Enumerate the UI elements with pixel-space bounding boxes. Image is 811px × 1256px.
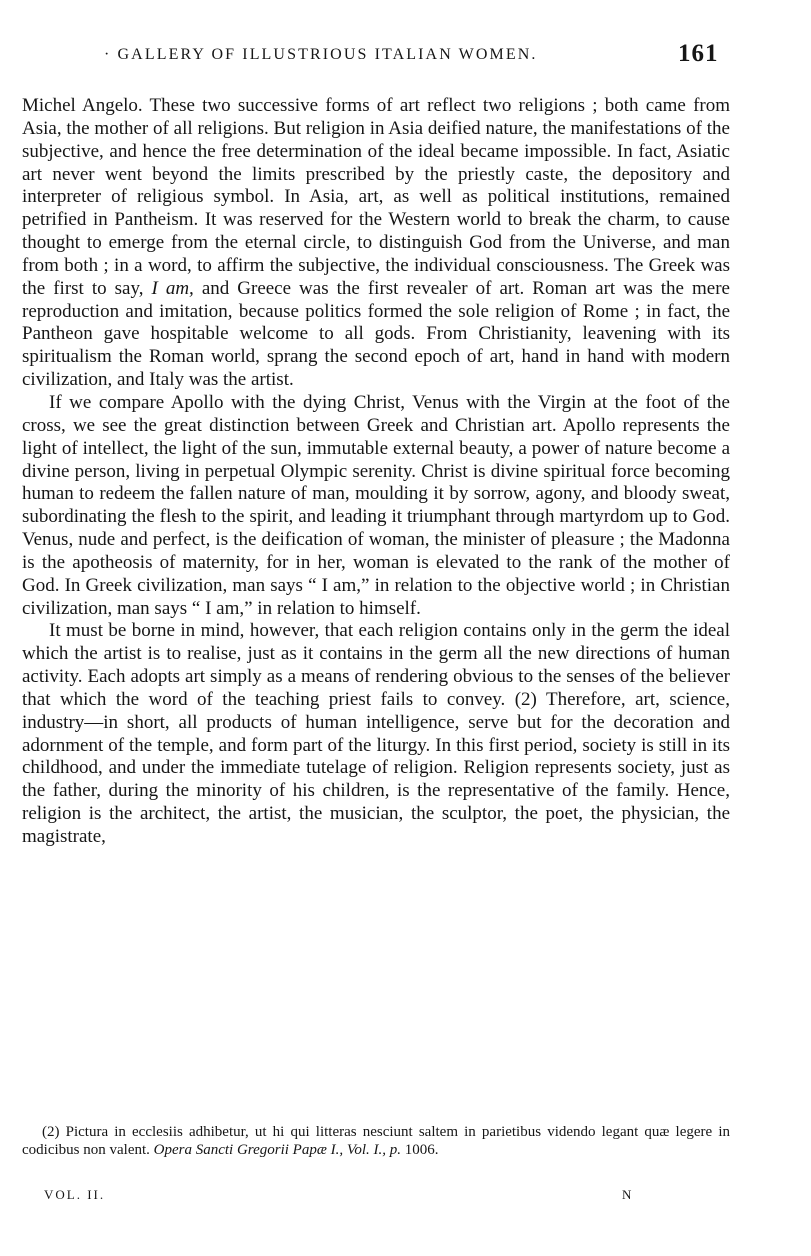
page-number: 161 <box>678 40 719 67</box>
paragraph: It must be borne in mind, however, that each religion contains only in the germ the ideal which the artist is to realise, just as it contains in the germ all the new directions of human activity. Each adopts art simply as a means of rendering obvious to the senses of the believer that which the word of the teaching priest fails to convey. (2) Therefore, art, science, industry—in short, all products of human intelligence, serve but for the decoration and adornment of the temple, and form part of the liturgy. In this first period, society is still in its childhood, and under the immediate tutelage of religion. Religion represents society, just as the father, during the minority of his children, is the representative of the family. Hence, religion is the architect, the artist, the musician, the sculptor, the poet, the physician, the magistrate, <box>22 620 730 847</box>
printer-signature <box>44 1187 684 1203</box>
footnote-page: 1006. <box>400 1142 439 1158</box>
running-title: · GALLERY OF ILLUSTRIOUS ITALIAN WOMEN. <box>104 46 538 63</box>
signature-mark: N <box>622 1187 632 1202</box>
footnote-source: Opera Sancti Gregorii Papæ I., Vol. I., p. <box>153 1142 401 1158</box>
paragraph-text: Michel Angelo. These two successive forms of art reflect two religions ; both came from Asia, the mother of all religions. But religion in Asia deified nature, the manifestations of the subjective, and hence the free determination of the ideal became impossible. In fact, Asiatic art never went beyond the limits prescribed by the priestly caste, the depository and interpreter of religious symbol. In Asia, art, as well as political institutions, remained petrified in Pantheism. It was reserved for the Western world to break the charm, to cause thought to emerge from the eternal circle, to distinguish God from the Universe, and man from both ; in a word, to affirm the subjective, the individual consciousness. The Greek was the first to say, <box>22 95 730 299</box>
paragraph <box>22 95 730 392</box>
footnote-text: (2) Pictura in ecclesiis adhibetur, ut hi qui litteras nesciunt saltem in parietibus videndo legant quæ legere in codicibus non valent. <box>22 1124 730 1158</box>
paragraph: If we compare Apollo with the dying Christ, Venus with the Virgin at the foot of the cross, we see the great distinction between Greek and Christian art. Apollo represents the light of intellect, the light of the sun, immutable external beauty, a power of nature become a divine person, living in perpetual Olympic serenity. Christ is divine spiritual force becoming human to redeem the fallen nature of man, moulding it by sorrow, agony, and bloody sweat, subordinating the flesh to the spirit, and leading it triumphant through martyrdom up to God. Venus, nude and perfect, is the deification of woman, the minister of pleasure ; the Madonna is the apotheosis of maternity, for in her, woman is elevated to the rank of the mother of God. In Greek civilization, man says “ I am,” in relation to the objective world ; in Christian civilization, man says “ I am,” in relation to himself. <box>22 391 730 619</box>
volume-label: VOL. II. <box>44 1187 106 1202</box>
emphasis-text: I am, <box>151 277 194 299</box>
body-text <box>22 95 730 849</box>
footnote <box>22 1123 730 1159</box>
paragraph-text-continued: and Greece was the first revealer of art. Roman art was the mere reproduction and imitation, because politics formed the sole religion of Rome ; in fact, the Pantheon gave hospitable welcome to all gods. From Christianity, leavening with its spiritualism the Roman world, sprang the second epoch of art, hand in hand with modern civilization, and Italy was the artist. <box>22 277 730 391</box>
